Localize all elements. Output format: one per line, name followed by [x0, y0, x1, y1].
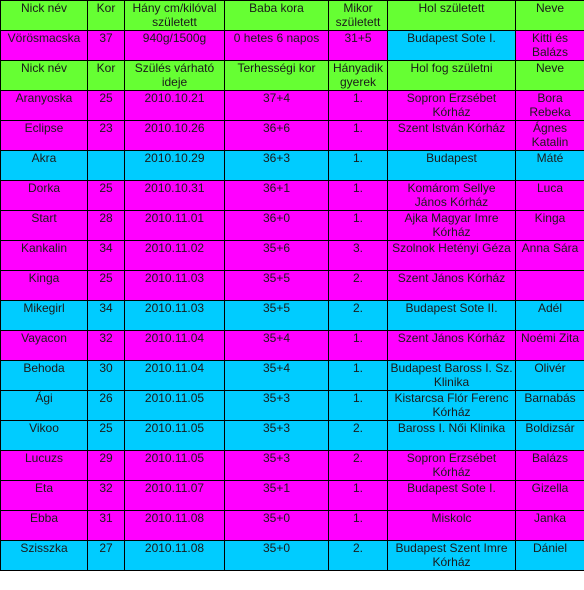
born-row-col4: 0 hetes 6 napos [233, 31, 320, 45]
table-row-col3: 2010.11.05 [144, 391, 205, 405]
table-row-col3-cell [125, 541, 225, 571]
born-row [1, 31, 584, 61]
table-row-col3: 2010.11.03 [144, 271, 205, 285]
born-row-nick-cell [1, 31, 88, 61]
table-row-col5-cell [329, 241, 388, 271]
table-row-nick-cell [1, 211, 88, 241]
table-row-nick-cell [1, 451, 88, 481]
table-row-place-cell [388, 421, 516, 451]
table-row-col4-cell [225, 391, 329, 421]
header-row-expecting-age: Kor [96, 61, 116, 75]
header-row-born-nick-cell [1, 1, 88, 31]
table-row-place-cell [388, 391, 516, 421]
table-row-col5-cell [329, 421, 388, 451]
table-row-age: 30 [99, 361, 113, 375]
table-row-age-cell [88, 541, 125, 571]
table-row-baby-name: Noémi Zita [520, 331, 579, 345]
table-row-age-cell [88, 301, 125, 331]
table-row-col5-cell [329, 301, 388, 331]
table-row-age-cell [88, 451, 125, 481]
born-row-place: Budapest Sote I. [407, 31, 496, 45]
table-row-age: 28 [99, 211, 113, 225]
table-row [1, 181, 584, 211]
table-row-col3: 2010.10.29 [144, 151, 205, 165]
header-row-born-col4: Baba kora [249, 1, 304, 15]
table-row-col5-cell [329, 391, 388, 421]
table-row-baby-name: Kinga [534, 211, 566, 225]
table-row-place-cell [388, 331, 516, 361]
header-row-expecting-col3: Szülés várható ideje [134, 61, 215, 89]
table-row-nick: Behoda [23, 361, 65, 375]
table-row-col5-cell [329, 331, 388, 361]
table-row-nick: Vikoo [29, 421, 59, 435]
table-row-place-cell [388, 151, 516, 181]
table-row-nick: Szisszka [20, 541, 68, 555]
table-row-col3-cell [125, 121, 225, 151]
table-row-baby-name-cell [516, 451, 584, 481]
table-row-col5-cell [329, 541, 388, 571]
table-row-place: Komárom Sellye János Kórház [407, 181, 496, 209]
table-row-age: 29 [99, 451, 113, 465]
table-row-baby-name: Dániel [532, 541, 568, 555]
table-row-baby-name: Luca [536, 181, 564, 195]
table-row-col3: 2010.11.08 [144, 541, 205, 555]
table-row-age-cell [88, 481, 125, 511]
table-row [1, 451, 584, 481]
table-row-place-cell [388, 241, 516, 271]
table-row-col3-cell [125, 481, 225, 511]
table-row-age: 32 [99, 331, 113, 345]
table-row-col5-cell [329, 181, 388, 211]
table-row [1, 541, 584, 571]
table-row-col4-cell [225, 451, 329, 481]
table-row-nick-cell [1, 121, 88, 151]
table-row-place-cell [388, 91, 516, 121]
table-row-col4-cell [225, 211, 329, 241]
table-row-col4: 35+3 [262, 421, 291, 435]
table-row-age-cell [88, 391, 125, 421]
born-row-col5-cell [329, 31, 388, 61]
table-row-col5: 2. [352, 301, 363, 315]
table-row-col5-cell [329, 511, 388, 541]
header-row-born-col3: Hány cm/kilóval született [132, 1, 217, 29]
table-row-col3-cell [125, 91, 225, 121]
table-row-nick-cell [1, 481, 88, 511]
table-row-baby-name-cell [516, 361, 584, 391]
table-row-nick: Lucuzs [24, 451, 64, 465]
table-row-col4-cell [225, 181, 329, 211]
table-row-col5-cell [329, 271, 388, 301]
table-row-place-cell [388, 271, 516, 301]
table-row-baby-name-cell [516, 511, 584, 541]
table-row [1, 481, 584, 511]
table-row-col4: 35+0 [262, 511, 291, 525]
table-row-col3-cell [125, 301, 225, 331]
table-row-baby-name: Ágnes Katalin [531, 121, 569, 149]
table-row-place: Sopron Erzsébet Kórház [406, 91, 497, 119]
table-row-nick-cell [1, 301, 88, 331]
table-row-col5: 1. [352, 91, 363, 105]
table-row-col5-cell [329, 211, 388, 241]
table-row-place-cell [388, 511, 516, 541]
table-row-nick-cell [1, 511, 88, 541]
table-row-col4: 36+3 [262, 151, 291, 165]
table-row-col4-cell [225, 271, 329, 301]
table-row-col5-cell [329, 361, 388, 391]
header-row-expecting-age-cell [88, 61, 125, 91]
table-row-col3-cell [125, 271, 225, 301]
table-row-nick-cell [1, 91, 88, 121]
table-row-baby-name-cell [516, 541, 584, 571]
table-row-baby-name-cell [516, 181, 584, 211]
header-row-expecting-baby-name-cell [516, 61, 584, 91]
table-row [1, 331, 584, 361]
table-row-nick: Akra [31, 151, 57, 165]
born-row-col4-cell [225, 31, 329, 61]
table-row-baby-name-cell [516, 121, 584, 151]
table-row-place: Szent János Kórház [397, 331, 506, 345]
header-row-expecting-baby-name: Neve [535, 61, 564, 75]
table-row-nick: Mikegirl [23, 301, 65, 315]
table-row-col3: 2010.11.05 [144, 451, 205, 465]
table-row-col4: 36+0 [262, 211, 291, 225]
table-row-place: Ajka Magyar Imre Kórház [404, 211, 499, 239]
table-row-baby-name: Boldizsár [525, 421, 575, 435]
table-row-col4: 36+1 [262, 181, 291, 195]
table-row-baby-name: Máté [536, 151, 564, 165]
table-row-col5-cell [329, 451, 388, 481]
table-row-nick-cell [1, 331, 88, 361]
table-row-col4: 37+4 [262, 91, 291, 105]
table-row-baby-name-cell [516, 271, 584, 301]
table-row-col3-cell [125, 451, 225, 481]
table-row-col3: 2010.10.31 [144, 181, 205, 195]
table-row-age [90, 151, 122, 180]
table-row-col3-cell [125, 211, 225, 241]
table-row-age: 27 [99, 541, 113, 555]
table-row-col4-cell [225, 481, 329, 511]
header-row-expecting-col4: Terhességi kor [237, 61, 316, 75]
header-row-born-age: Kor [96, 1, 116, 15]
table-row-col3-cell [125, 181, 225, 211]
table-row-nick-cell [1, 181, 88, 211]
table-row-place: Szent János Kórház [397, 271, 506, 285]
born-row-age: 37 [99, 31, 113, 45]
table-row [1, 511, 584, 541]
table-row-age-cell [88, 211, 125, 241]
table-row-place: Miskolc [431, 511, 472, 525]
table-row-col4-cell [225, 301, 329, 331]
header-row-expecting-col4-cell [225, 61, 329, 91]
table-row-place-cell [388, 451, 516, 481]
table-row-col5: 1. [352, 391, 363, 405]
table-row [1, 391, 584, 421]
table-row-place: Szent István Kórház [397, 121, 506, 135]
born-row-baby-name-cell [516, 31, 584, 61]
table-row-nick-cell [1, 271, 88, 301]
table-row-col4-cell [225, 151, 329, 181]
table-row-col4: 35+4 [262, 361, 291, 375]
born-row-col3: 940g/1500g [142, 31, 207, 45]
table-row-age: 25 [99, 181, 113, 195]
table-row-col3-cell [125, 421, 225, 451]
table-row-col4: 35+5 [262, 301, 291, 315]
table-row-col4-cell [225, 421, 329, 451]
table-row-place-cell [388, 301, 516, 331]
table-row-nick-cell [1, 541, 88, 571]
table-row-baby-name-cell [516, 421, 584, 451]
header-row-expecting-col5: Hányadik gyerek [332, 61, 384, 89]
table-row-age: 31 [99, 511, 113, 525]
table-row-baby-name-cell [516, 391, 584, 421]
table-row-col4-cell [225, 331, 329, 361]
header-row-born-baby-name-cell [516, 1, 584, 31]
table-row-place: Budapest Sote II. [405, 301, 498, 315]
born-row-nick: Vörösmacska [7, 31, 81, 45]
table-row [1, 121, 584, 151]
table-row-col3: 2010.11.07 [144, 481, 205, 495]
header-row-born-col4-cell [225, 1, 329, 31]
table-row-nick: Ági [35, 391, 53, 405]
table-row-col3-cell [125, 331, 225, 361]
table-row [1, 91, 584, 121]
table-row-place-cell [388, 181, 516, 211]
table-row-col4: 35+3 [262, 391, 291, 405]
table-row-place: Budapest Sote I. [407, 481, 496, 495]
table-row-place: Budapest Szent Imre Kórház [395, 541, 508, 569]
table-row-nick: Vayacon [21, 331, 67, 345]
header-row-expecting [1, 61, 584, 91]
header-row-born [1, 1, 584, 31]
table-row-age-cell [88, 361, 125, 391]
table-row-col3-cell [125, 391, 225, 421]
table-row-col4-cell [225, 361, 329, 391]
table-row-baby-name-cell [516, 301, 584, 331]
table-row-col3-cell [125, 151, 225, 181]
table-row-col5: 1. [352, 331, 363, 345]
table-row-baby-name-cell [516, 241, 584, 271]
table-row-baby-name: Balázs [531, 451, 569, 465]
table-row-col3: 2010.11.05 [144, 421, 205, 435]
table-row-baby-name-cell [516, 151, 584, 181]
header-row-expecting-nick-cell [1, 61, 88, 91]
header-row-born-place-cell [388, 1, 516, 31]
table-row-baby-name: Olivér [534, 361, 566, 375]
table-row [1, 301, 584, 331]
table-row-place-cell [388, 481, 516, 511]
table-row-place: Budapest Baross I. Sz. Klinika [390, 361, 513, 389]
table-row-col5: 1. [352, 211, 363, 225]
table-row-place-cell [388, 361, 516, 391]
table-row-age: 34 [99, 301, 113, 315]
table-row-col5: 2. [352, 451, 363, 465]
table-row-baby-name-cell [516, 91, 584, 121]
table-row-baby-name: Adél [537, 301, 563, 315]
header-row-expecting-place-cell [388, 61, 516, 91]
header-row-born-nick: Nick név [20, 1, 67, 15]
table-row-col4: 36+6 [262, 121, 291, 135]
table-row-age: 32 [99, 481, 113, 495]
table-row-col5: 1. [352, 361, 363, 375]
table-row-baby-name: Bora Rebeka [529, 91, 571, 119]
table-row-place-cell [388, 541, 516, 571]
header-row-expecting-col3-cell [125, 61, 225, 91]
table-row-age-cell [88, 421, 125, 451]
table-row-col4: 35+0 [262, 541, 291, 555]
table-row-nick-cell [1, 361, 88, 391]
table-row-col3: 2010.11.08 [144, 511, 205, 525]
table-row-nick: Eclipse [24, 121, 64, 135]
table-row-nick: Aranyoska [15, 91, 73, 105]
header-row-born-col5-cell [329, 1, 388, 31]
table-row-col3: 2010.11.02 [144, 241, 205, 255]
born-row-place-cell [388, 31, 516, 61]
table-row-nick-cell [1, 151, 88, 181]
table-row-col4: 35+4 [262, 331, 291, 345]
table-row-age: 25 [99, 421, 113, 435]
table-row-nick: Kinga [28, 271, 60, 285]
table-row-col5: 2. [352, 421, 363, 435]
table-row-col3: 2010.11.04 [144, 331, 205, 345]
table-row-col4-cell [225, 241, 329, 271]
table-row-nick: Start [31, 211, 57, 225]
table-row-col5-cell [329, 151, 388, 181]
table-row-place: Budapest [426, 151, 477, 165]
table-row-nick: Eta [34, 481, 53, 495]
table-row-col3: 2010.11.03 [144, 301, 205, 315]
table-row [1, 361, 584, 391]
table-row-place-cell [388, 211, 516, 241]
born-row-col5: 31+5 [344, 31, 372, 45]
table-row-age: 25 [99, 91, 113, 105]
table-row [1, 271, 584, 301]
table-row [1, 211, 584, 241]
table-row-age: 23 [99, 121, 113, 135]
table-row-age-cell [88, 271, 125, 301]
table-row-baby-name: Anna Sára [521, 241, 579, 255]
table-row-age: 26 [99, 391, 113, 405]
table-row-nick: Ebba [29, 511, 59, 525]
table-row-col5-cell [329, 481, 388, 511]
table-row-col5: 3. [352, 241, 363, 255]
table-row-col4: 35+3 [262, 451, 291, 465]
table-row-age: 25 [99, 271, 113, 285]
table-row-age-cell [88, 181, 125, 211]
header-row-expecting-col5-cell [329, 61, 388, 91]
table-row-age-cell [88, 121, 125, 151]
table-row-nick-cell [1, 421, 88, 451]
header-row-born-baby-name: Neve [535, 1, 564, 15]
born-row-col3-cell [125, 31, 225, 61]
table-row-col4: 35+5 [262, 271, 291, 285]
table-row-col4-cell [225, 511, 329, 541]
header-row-born-col3-cell [125, 1, 225, 31]
table-row-col5: 1. [352, 151, 363, 165]
table-row [1, 151, 584, 181]
born-row-age-cell [88, 31, 125, 61]
table-row-col4-cell [225, 541, 329, 571]
table-row-baby-name: Gizella [531, 481, 569, 495]
table-row-col5: 1. [352, 121, 363, 135]
table-row-nick: Kankalin [20, 241, 68, 255]
table-row-baby-name-cell [516, 211, 584, 241]
table-row-baby-name-cell [516, 331, 584, 361]
header-row-born-col5: Mikor született [335, 1, 381, 29]
table-row-age-cell [88, 91, 125, 121]
table-row-col5: 2. [352, 271, 363, 285]
table-row-col5-cell [329, 91, 388, 121]
table-row [1, 421, 584, 451]
table-row-col4: 35+1 [262, 481, 291, 495]
table-row-place: Sopron Erzsébet Kórház [406, 451, 497, 479]
table-row-col5: 1. [352, 511, 363, 525]
table-row-col5: 2. [352, 541, 363, 555]
table-row-col5: 1. [352, 481, 363, 495]
table-row-col4-cell [225, 121, 329, 151]
table-row-age: 34 [99, 241, 113, 255]
table-row-age-cell [88, 331, 125, 361]
table-row-col3-cell [125, 361, 225, 391]
table-row-age-cell [88, 511, 125, 541]
table-row-place: Szolnok Hetényi Géza [392, 241, 511, 255]
table-row-col3-cell [125, 241, 225, 271]
table-row-place: Baross I. Női Klinika [397, 421, 506, 435]
table-row-nick-cell [1, 391, 88, 421]
table-row-baby-name-cell [516, 481, 584, 511]
table-row-place: Kistarcsa Flór Ferenc Kórház [394, 391, 509, 419]
table-row-place-cell [388, 121, 516, 151]
table-row-col3-cell [125, 511, 225, 541]
table-row-col4-cell [225, 91, 329, 121]
table-row-baby-name: Barnabás [524, 391, 576, 405]
header-row-expecting-nick: Nick név [20, 61, 67, 75]
table-row-col3: 2010.10.26 [144, 121, 205, 135]
table-row [1, 241, 584, 271]
table-row-col5-cell [329, 121, 388, 151]
table-row-baby-name: Janka [533, 511, 567, 525]
table-row-col3: 2010.11.01 [144, 211, 205, 225]
table-row-nick: Dorka [27, 181, 60, 195]
table-row-baby-name [518, 271, 582, 300]
table-row-age-cell [88, 151, 125, 181]
table-row-col3: 2010.10.21 [144, 91, 205, 105]
header-row-born-age-cell [88, 1, 125, 31]
table-row-col3: 2010.11.04 [144, 361, 205, 375]
table-row-col5: 1. [352, 181, 363, 195]
header-row-born-place: Hol született [418, 1, 485, 15]
header-row-expecting-place: Hol fog születni [410, 61, 493, 75]
table-row-col4: 35+6 [262, 241, 291, 255]
table-row-age-cell [88, 241, 125, 271]
table-row-nick-cell [1, 241, 88, 271]
born-row-baby-name: Kitti és Balázs [531, 31, 569, 59]
